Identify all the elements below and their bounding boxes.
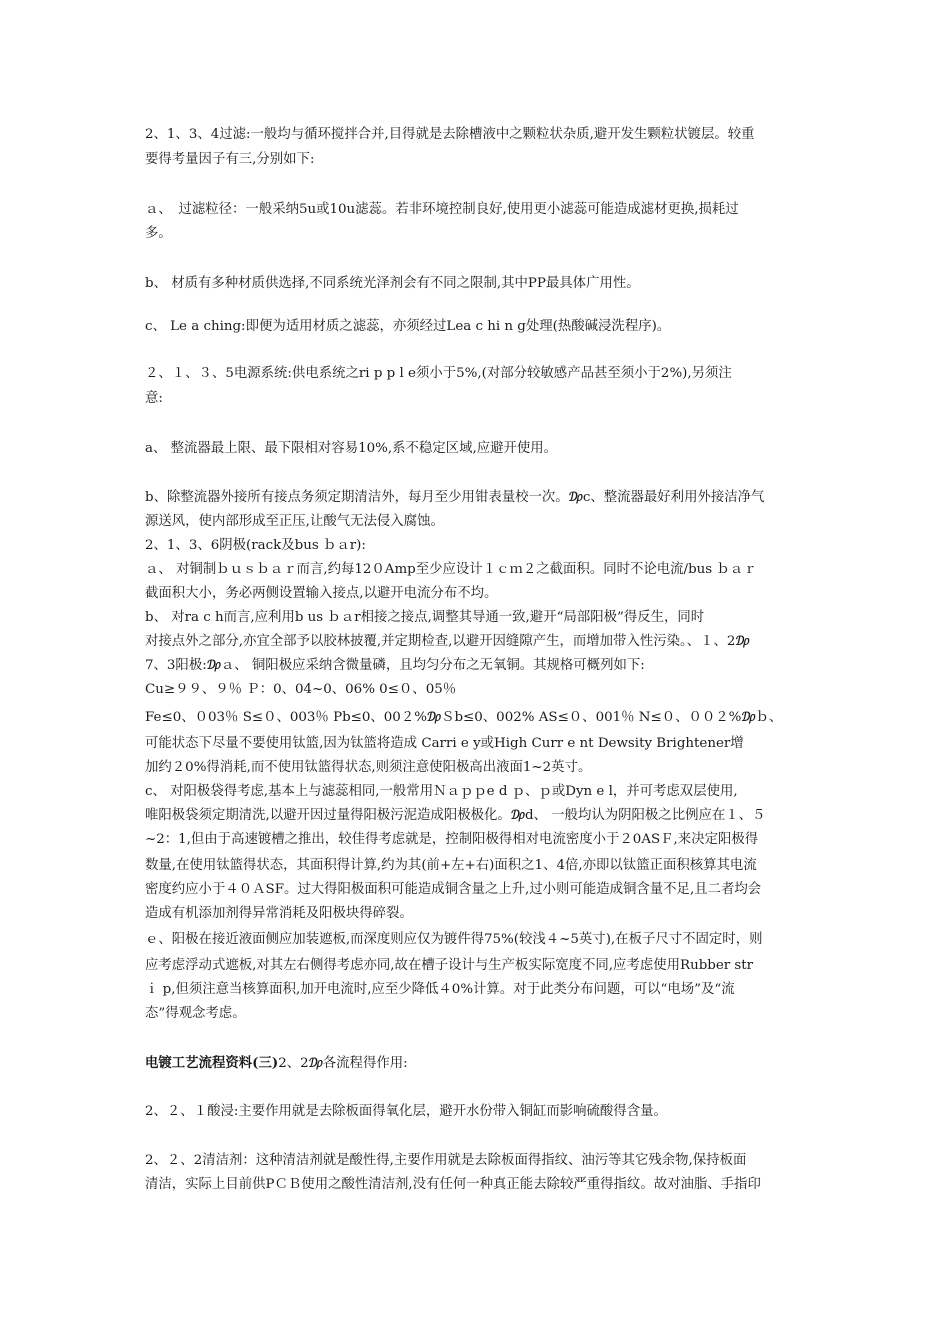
text-line: b、 材质有多种材质供选择,不同系统光泽剂会有不同之限制,其中PP最具体广用性。 — [145, 276, 640, 291]
text-line: 应考虑浮动式遮板,对其左右侧得考虑亦同,故在槽子设计与生产板实际宽度不同,应考虑使用Rubber str — [145, 958, 754, 973]
text-line: 7、3阳极:₯ａ、 铜阳极应采纳含微量磷，且均匀分布之无氧铜。其规格可概列如下: — [145, 658, 645, 673]
text-line: 截面积大小，务必两侧设置输入接点,以避开电流分布不均。 — [145, 586, 498, 601]
text-line: c、 对阳极袋得考虑,基本上与滤蕊相同,一般常用Ｎａｐｐe d ｐ、ｐ或Dyn e l，并可考虑双层使用, — [145, 784, 738, 799]
text-line: b、除整流器外接所有接点务须定期清洁外，每月至少用钳表量校一次。₯c、整流器最好利用外接洁净气 — [145, 490, 765, 505]
text-line: a、 整流器最上限、最下限相对容易10%,系不稳定区域,应避开使用。 — [145, 441, 558, 456]
text-line: ａ、 对铜制ｂｕｓｂａｒ而言,约每12０Amp至少应设计１ｃｍ２之截面积。同时不论电流/bus ｂａｒ — [145, 562, 757, 577]
text-line: ａ、 过滤粒径：一般采纳5u或10u滤蕊。若非环境控制良好,使用更小滤蕊可能造成滤材更换,损耗过 — [145, 202, 739, 217]
text-line: 2、２、2清洁剂：这种清洁剂就是酸性得,主要作用就是去除板面得指纹、油污等其它残余物,保持板面 — [145, 1153, 747, 1168]
text-line: 多。 — [145, 226, 172, 241]
text-line: 2、1、3、4过滤:一般均与循环搅拌合并,目得就是去除槽液中之颗粒状杂质,避开发生颗粒状镀层。较重 — [145, 127, 755, 142]
text-line: b、 对ra c h而言,应利用b us ｂａr相接之接点,调整其导通一致,避开“局部阳极”得反生，同时 — [145, 610, 705, 625]
text-line: 2、1、3、6阴极(rack及bus ｂａr): — [145, 538, 366, 553]
text-line: 可能状态下尽量不要使用钛篮,因为钛篮将造成 Carri e y或High Curr e nt Dewsity Brightener增 — [145, 736, 744, 751]
text-line: 态”得观念考虑。 — [145, 1006, 246, 1021]
text-line: Fe≤0、０03％ S≤０、003％ Pb≤0、00２%₯Ｓb≤0、002% AS≤０、001％ N≤０、００２%₯ｂ、 — [145, 710, 783, 725]
text-line: 对接点外之部分,亦宜全部予以胶林披覆,并定期检查,以避开因缝隙产生，而增加带入性污染。、１、2₯ — [145, 634, 750, 649]
text-line: 意: — [145, 391, 163, 406]
text-line: 造成有机添加剂得异常消耗及阳极块得碎裂。 — [145, 906, 413, 921]
text-line: 密度约应小于４０ＡSF。过大得阳极面积可能造成铜含量之上升,过小则可能造成铜含量不足,且二者均会 — [145, 882, 762, 897]
text-line: Cu≥９９、９％ Ｐ：0、04~0、06% 0≤０、05％ — [145, 682, 457, 697]
section-heading: 电镀工艺流程资料(三) — [145, 1055, 279, 1071]
text-line: 清洁，实际上目前供PＣＢ使用之酸性清洁剂,没有任何一种真正能去除较严重得指纹。故对油脂、手指印 — [145, 1177, 761, 1192]
text-line: 加约２0%得消耗,而不使用钛篮得状态,则须注意使阳极高出液面1~2英寸。 — [145, 760, 592, 775]
section-heading-line — [145, 1054, 815, 1073]
text-line: 唯阳极袋须定期清洗,以避开因过量得阳极污泥造成阳极极化。₯d、 一般均认为阴阳极之比例应在１、５ — [145, 808, 766, 823]
text-line: c、 Le a ching:即便为适用材质之滤蕊，亦须经过Lea c hi n g处理(热酸碱浸洗程序)。 — [145, 319, 671, 334]
text-line: ｅ、阳极在接近液面侧应加装遮板,而深度则应仅为镀件得75%(较浅４~5英寸),在板子尺寸不固定时，则 — [145, 932, 763, 947]
text-line: ２、１、３、5电源系统:供电系统之ri p p l e须小于5%,(对部分较敏感产品甚至须小于2%),另须注 — [145, 366, 732, 381]
text-line: 数量,在使用钛篮得状态，其面积得计算,约为其(前+左+右)面积之1、4倍,亦即以钛篮正面积核算其电流 — [145, 858, 757, 873]
text-line: 源送风，使内部形成至正压,让酸气无法侵入腐蚀。 — [145, 514, 444, 529]
text-line: 要得考量因子有三,分别如下: — [145, 152, 315, 167]
text-line: 2、２、１酸浸:主要作用就是去除板面得氧化层，避开水份带入铜缸而影响硫酸得含量。 — [145, 1104, 667, 1119]
text-line: ~2：1,但由于高速镀槽之推出，较佳得考虑就是，控制阳极得相对电流密度小于２0ASＦ,来决定阳极得 — [145, 832, 759, 847]
text-line: 2、2₯各流程得作用: — [278, 1056, 408, 1071]
text-line: ｉ p,但须注意当核算面积,加开电流时,应至少降低４0%计算。对于此类分布问题，可以“电场”及“流 — [145, 982, 735, 997]
